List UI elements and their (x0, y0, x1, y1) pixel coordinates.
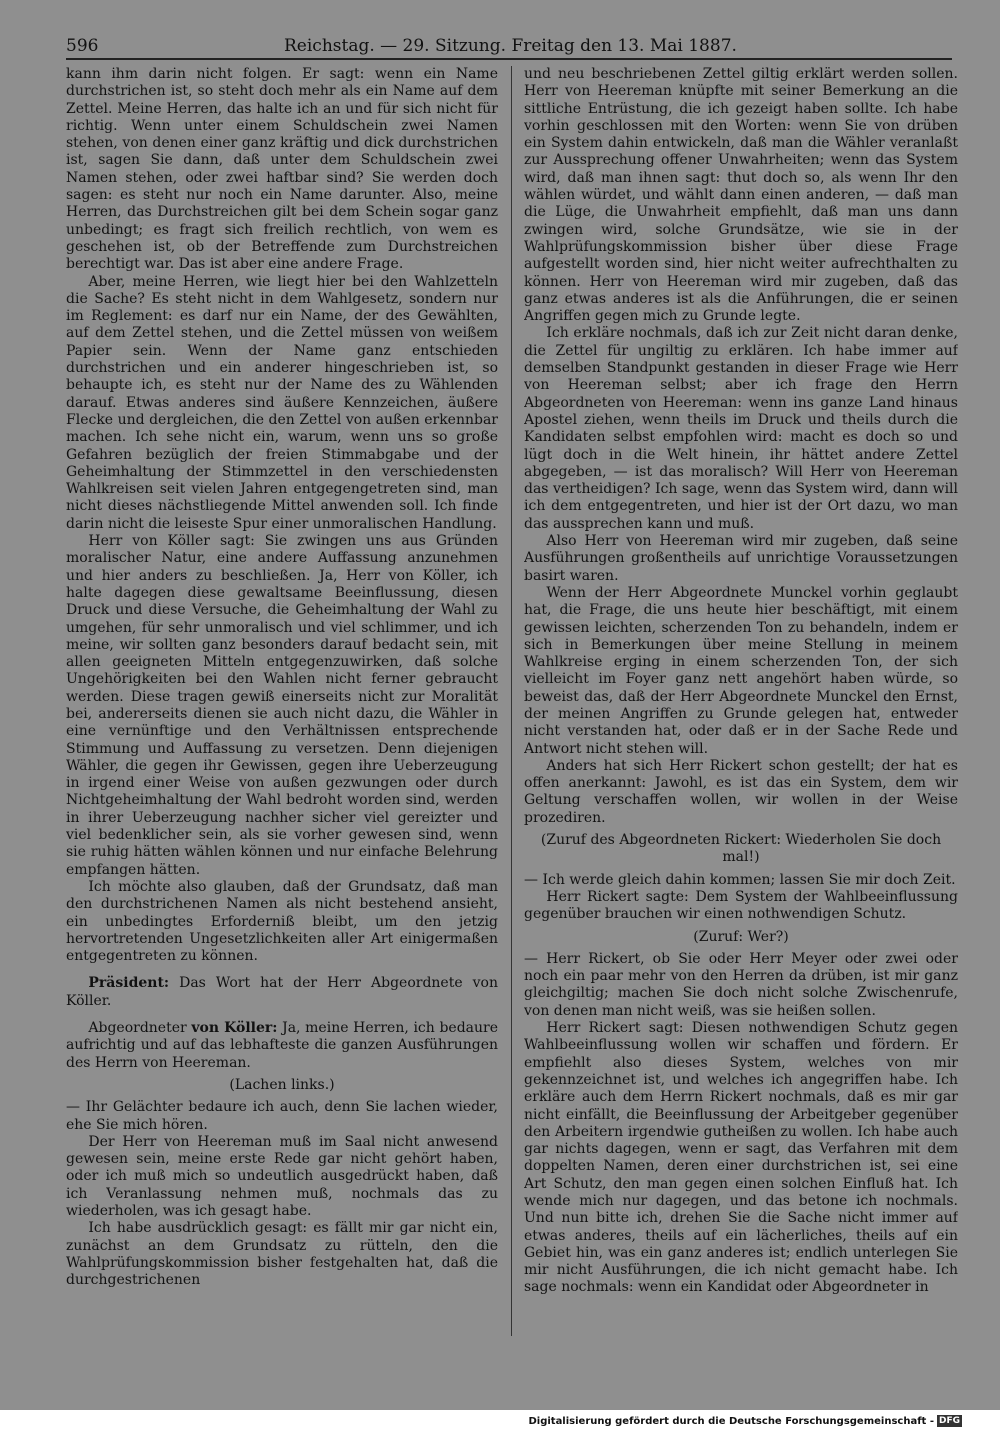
column-divider (511, 66, 512, 1336)
paragraph-text: Ja, meine Herren, ich bedaure aufrichtig und auf das lebhafteste die ganzen Ausführungen des Herrn von Heereman. (66, 1020, 498, 1071)
paragraph: kann ihm darin nicht folgen. Er sagt: wenn ein Name durchstrichen ist, so steht doch mehr als ein Name auf dem Zettel. Meine Herren, das halte ich an und für sich nicht für richtig. Wenn unter einem Schuldschein zwei Namen stehen, von denen einer ganz kräftig und dick durchstrichen ist, sagen Sie dann, daß unter dem Schuldschein zwei Namen stehen, oder zwei haftbar sind? Sie werden doch sagen: es steht nur noch ein Name darunter. Also, meine Herren, das Durchstreichen gilt bei dem Schein sogar ganz unbedingt; es fragt sich freilich rechtlich, von wem es geschehen ist, ob der Betreffende zum Durchstreichen berechtigt war. Das ist aber eine andere Frage. (66, 66, 498, 273)
page-number: 596 (66, 36, 99, 56)
paragraph: Der Herr von Heereman muß im Saal nicht anwesend gewesen sein, meine erste Rede gar nicht gehört haben, oder ich muß mich so undeutlich ausgedrückt haben, daß ich Veranlassung nehmen muß, nochmals das zu wiederholen, was ich gesagt habe. (66, 1133, 498, 1219)
paragraph: Herr von Köller sagt: Sie zwingen uns aus Gründen moralischer Natur, eine andere Auffassung anzunehmen und hier anders zu beschließen. Ja, Herr von Köller, ich halte dagegen diese gewaltsame Beeinflussung, diesen Druck und diese Versuche, die Geheimhaltung der Wahl zu umgehen, für sehr unmoralisch und viel schlimmer, und ich meine, wir sollten ganz besonders darauf bedacht sein, mit allen geeigneten Mitteln entgegenzuwirken, daß solche Ungehörigkeiten bei den Wahlen nicht ferner gebraucht werden. Diese tragen gewiß einerseits nicht zur Moralität bei, andererseits dienen sie auch nicht dazu, die Wähler in eine vernünftige und den Verhältnissen entsprechende Stimmung und Auffassung zu versetzen. Denn diejenigen Wähler, die gegen ihr Gewissen, gegen ihre Ueberzeugung in irgend einer Weise von außen gezwungen oder durch Nichtgeheimhaltung der Wahl bedroht worden sind, werden in ihrer Ueberzeugung nachher sicher viel gereizter und viel bedenklicher sein, als sie vorher gewesen sind, wenn sie ruhig hätten wählen können und nur einfache Belehrung empfangen hätten. (66, 533, 498, 878)
digitization-footer (528, 1415, 962, 1429)
paragraph: — Ich werde gleich dahin kommen; lassen Sie mir doch Zeit. (524, 871, 956, 888)
page-header (66, 34, 952, 60)
paragraph: Herr Rickert sagt: Diesen nothwendigen Schutz gegen Wahlbeeinflussung wollen wir schaffen und fördern. Er empfiehlt also dieses System, welches von mir gekennzeichnet ist, und welches ich angegriffen habe. Ich erkläre auch dem Herrn Rickert nochmals, daß es mir gar nicht einfällt, die Beeinflussung der Arbeitgeber gegenüber den Arbeitern irgendwie gutheißen zu wollen. Ich habe auch gar nichts dagegen, wenn er sagt, das Verfahren mit dem doppelten Namen, deren einer durchstrichen ist, sei eine Art Schutz, den man gegen einen solchen Einfluß hat. Ich wende mich nur dagegen, und das betone ich nochmals. Und nun bitte ich, drehen Sie die Sache nicht immer auf etwas anderes, theils auf ein lächerliches, theils auf ein Gebiet hin, was ein ganz anderes ist; endlich unterlegen Sie mir nicht Ausführungen, die ich nicht gemacht habe. Ich sage nochmals: wenn ein Kandidat oder Abgeordneter in (524, 1020, 958, 1296)
running-head: Reichstag. — 29. Sitzung. Freitag den 13. Mai 1887. (284, 36, 737, 56)
speaker-name: von Köller: (191, 1020, 278, 1037)
paragraph: — Herr Rickert, ob Sie oder Herr Meyer oder zwei oder noch ein paar mehr von den Herren da drüben, ist mir ganz gleichgiltig; machen Sie doch nicht solche Zwischenrufe, von denen man nicht weiß, was sie heißen sollen. (524, 950, 958, 1019)
speaker-title: Abgeordneter (88, 1020, 187, 1037)
paragraph: Ich habe ausdrücklich gesagt: es fällt mir gar nicht ein, zunächst an dem Grundsatz zu rütteln, den die Wahlprüfungskommission bisher festgehalten hat, daß die durchgestrichenen (66, 1220, 498, 1289)
president-paragraph (66, 975, 498, 1010)
speaker-name: Präsident: (88, 975, 170, 992)
paragraph: Ich erkläre nochmals, daß ich zur Zeit nicht daran denke, die Zettel für ungiltig zu erklären. Ich habe immer auf demselben Standpunkt gestanden in dieser Frage wie Herr von Heereman selbst; aber ich frage den Herrn Abgeordneten von Heereman: wenn ins ganze Land hinaus Apostel ziehen, wenn theils im Druck und theils durch die Kandidaten selbst empfohlen wird: macht es doch so und lügt doch in die Welt hinein, ihr hättet andere Zettel abgegeben, — ist das moralisch? Will Herr von Heereman das vertheidigen? Ich sage, wenn das System wird, dann will ich dem entgegentreten, und hier ist der Ort dazu, wo man das aussprechen kann und muß. (524, 325, 958, 532)
paragraph: Anders hat sich Herr Rickert schon gestellt; der hat es offen anerkannt: Jawohl, es ist das ein System, dem wir Geltung verschaffen wollen, wir wollen in der Weise prozediren. (524, 757, 958, 826)
paragraph: Also Herr von Heereman wird mir zugeben, daß seine Ausführungen großentheils auf unrichtige Voraussetzungen basirt waren. (524, 533, 958, 584)
paragraph: Wenn der Herr Abgeordnete Munckel vorhin geglaubt hat, die Frage, die uns heute hier beschäftigt, mit einem gewissen leichten, scherzenden Ton zu behandeln, indem er sich in Bemerkungen über meine Stellung in meinem Wahlkreise erging in einem scherzenden Ton, der sich vielleicht im Foyer ganz nett angehört haben würde, so beweist das, daß der Herr Abgeordnete Munckel den Ernst, der meinen Angriffen zu Grunde gelegen hat, entweder nicht verstanden hat, oder daß er in der Sache Rede und Antwort nicht stehen will. (524, 584, 958, 757)
interjection: (Zuruf: Wer?) (693, 928, 789, 945)
paragraph-text: Das Wort hat der Herr Abgeordnete von Köller. (66, 975, 498, 1009)
speech-paragraph (66, 1020, 498, 1072)
paragraph: und neu beschriebenen Zettel giltig erklärt werden sollen. Herr von Heereman knüpfte mit seiner Bemerkung an die sittliche Entrüstung, die ich gezeigt haben sollte. Ich habe vorhin geschlossen mit den Worten: wenn Sie von drüben ein System dahin entwickeln, daß man die Wähler veranlaßt zur Aussprechung offener Unwahrheiten; wenn das System wird, daß man ihnen sagt: thut doch so, als wenn Ihr den wählen würdet, und wählt dann einen anderen, — daß man die Lüge, die Unwahrheit empfiehlt, daß man uns dann zwingen wird, solche Grundsätze, wie sie in der Wahlprüfungskommission bisher über diese Frage aufgestellt worden sind, hier nicht weiter aufrechthalten zu können. Herr von Heereman wird mir zugeben, daß das ganz etwas anderes ist als die Anführungen, die er seinen Angriffen gegen mich zu Grunde legte. (524, 66, 958, 325)
left-column (66, 66, 498, 1338)
paragraph: Ich möchte also glauben, daß der Grundsatz, daß man den durchstrichenen Namen als nicht bestehend ansieht, ein unbedingtes Erforderniß bleibt, um den jetzig hervortretenden Ungesetzlichkeiten aller Art einigermaßen entgegentreten zu können. (66, 878, 498, 965)
paragraph: Herr Rickert sagte: Dem System der Wahlbeeinflussung gegenüber brauchen wir einen nothwendigen Schutz. (524, 888, 958, 923)
footer-text: Digitalisierung gefördert durch die Deutsche Forschungsgemeinschaft - (528, 1416, 934, 1427)
interjection: (Lachen links.) (229, 1076, 335, 1093)
paragraph: Aber, meine Herren, wie liegt hier bei den Wahlzetteln die Sache? Es steht nicht in dem Wahlgesetz, sondern nur im Reglement: es darf nur ein Name, der des Gewählten, auf dem Zettel stehen, und die Zettel müssen von weißem Papier sein. Wenn der Name ganz entschieden durchstrichen und ein anderer hingeschrieben ist, so behaupte ich, es steht nur der Name des zu Wählenden darauf. Etwas anderes sind äußere Kennzeichen, äußere Flecke und dergleichen, die den Zettel von außen erkennbar machen. Ich sehe nicht ein, warum, wenn uns so große Gefahren bezüglich der freien Stimmabgabe und der Geheimhaltung der Stimmzettel in den verschiedensten Wahlkreisen seit vielen Jahren entgegengetreten sind, man nicht dieses nächstliegende Mittel anwenden soll. Ich finde darin nicht die leiseste Spur einer unmoralischen Handlung. (66, 273, 498, 532)
paragraph: — Ihr Gelächter bedaure ich auch, denn Sie lachen wieder, ehe Sie mich hören. (66, 1099, 498, 1133)
dfg-logo-icon: DFG (938, 1416, 960, 1426)
interjection: (Zuruf des Abgeordneten Rickert: Wiederholen Sie doch mal!) (540, 832, 942, 866)
right-column (524, 66, 958, 1338)
